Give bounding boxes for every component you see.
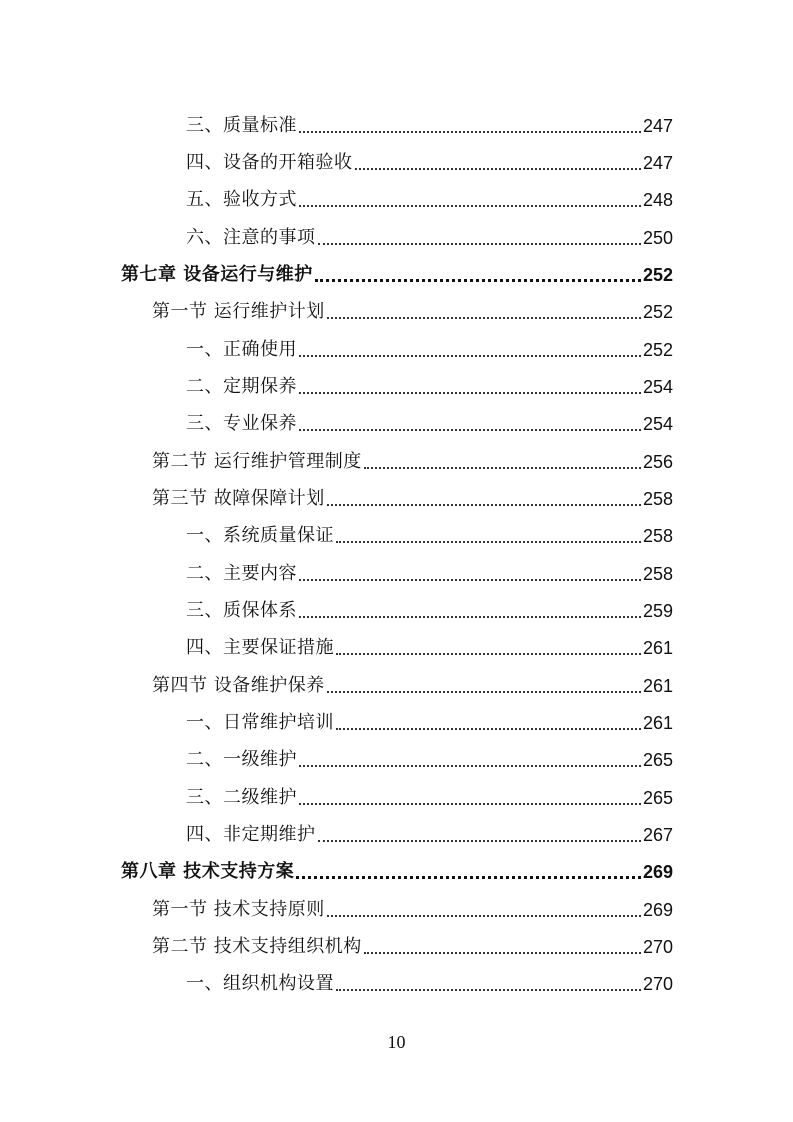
toc-section-entry[interactable] bbox=[152, 473, 673, 510]
toc-entry-title: 三、质量标准 bbox=[186, 115, 297, 136]
toc-entry-page: 250 bbox=[642, 228, 673, 248]
toc-dot-leader bbox=[299, 765, 641, 767]
toc-dot-leader bbox=[355, 168, 641, 170]
toc-dot-leader bbox=[336, 989, 641, 991]
toc-entry-page: 247 bbox=[642, 116, 673, 136]
toc-entry-page: 270 bbox=[642, 974, 673, 994]
toc-entry-page: 267 bbox=[642, 825, 673, 845]
toc-dot-leader bbox=[364, 467, 641, 469]
toc-entry-title: 一、系统质量保证 bbox=[186, 525, 334, 546]
toc-dot-leader bbox=[299, 205, 641, 207]
toc-entry-title: 四、主要保证措施 bbox=[186, 637, 334, 658]
toc-entry-title: 二、定期保养 bbox=[186, 376, 297, 397]
toc-entry[interactable] bbox=[186, 548, 673, 585]
toc-entry-title: 第二节 运行维护管理制度 bbox=[152, 451, 362, 472]
toc-entry[interactable] bbox=[186, 324, 673, 361]
toc-entry-page: 247 bbox=[642, 153, 673, 173]
toc-entry-title: 第一节 技术支持原则 bbox=[152, 899, 325, 920]
toc-dot-leader bbox=[364, 952, 641, 954]
toc-entry-page: 265 bbox=[642, 788, 673, 808]
toc-entry[interactable] bbox=[186, 100, 673, 137]
toc-entry-page: 252 bbox=[642, 302, 673, 322]
toc-dot-leader bbox=[336, 653, 641, 655]
toc-entry[interactable] bbox=[186, 809, 673, 846]
toc-entry-page: 261 bbox=[642, 676, 673, 696]
toc-entry[interactable] bbox=[186, 212, 673, 249]
toc-entry-page: 256 bbox=[642, 452, 673, 472]
toc-entry-page: 252 bbox=[642, 340, 673, 360]
toc-entry[interactable] bbox=[186, 697, 673, 734]
toc-entry[interactable] bbox=[186, 772, 673, 809]
toc-entry[interactable] bbox=[186, 137, 673, 174]
toc-chapter-entry[interactable] bbox=[121, 249, 673, 286]
toc-dot-leader bbox=[299, 579, 641, 581]
toc-dot-leader bbox=[299, 355, 641, 357]
toc-entry-title: 二、主要内容 bbox=[186, 563, 297, 584]
toc-entry-page: 261 bbox=[642, 638, 673, 658]
toc-entry-page: 252 bbox=[642, 265, 673, 285]
toc-entry-page: 258 bbox=[642, 564, 673, 584]
toc-entry-title: 四、设备的开箱验收 bbox=[186, 152, 353, 173]
toc-entry[interactable] bbox=[186, 510, 673, 547]
toc-dot-leader bbox=[318, 840, 641, 842]
toc-dot-leader bbox=[336, 728, 641, 730]
toc-entry[interactable] bbox=[186, 734, 673, 771]
toc-section-entry[interactable] bbox=[152, 884, 673, 921]
toc-entry[interactable] bbox=[186, 174, 673, 211]
toc-dot-leader bbox=[318, 243, 641, 245]
toc-entry[interactable] bbox=[186, 585, 673, 622]
toc-chapter-entry[interactable] bbox=[121, 846, 673, 883]
toc-entry-page: 258 bbox=[642, 526, 673, 546]
toc-entry[interactable] bbox=[186, 398, 673, 435]
toc-dot-leader bbox=[327, 504, 641, 506]
toc-dot-leader bbox=[336, 541, 641, 543]
toc-dot-leader bbox=[327, 317, 641, 319]
toc-entry-title: 第二节 技术支持组织机构 bbox=[152, 936, 362, 957]
toc-dot-leader bbox=[299, 131, 641, 133]
toc-entry-title: 二、一级维护 bbox=[186, 749, 297, 770]
toc-entry-page: 254 bbox=[642, 377, 673, 397]
toc-entry-title: 五、验收方式 bbox=[186, 189, 297, 210]
toc-dot-leader bbox=[299, 616, 641, 618]
toc-entry[interactable] bbox=[186, 622, 673, 659]
toc-entry-title: 一、正确使用 bbox=[186, 339, 297, 360]
toc-entry-title: 第一节 运行维护计划 bbox=[152, 301, 325, 322]
toc-entry-title: 第八章 技术支持方案 bbox=[121, 861, 295, 882]
toc-section-entry[interactable] bbox=[152, 660, 673, 697]
toc-entry-title: 三、专业保养 bbox=[186, 413, 297, 434]
toc-entry-page: 258 bbox=[642, 489, 673, 509]
toc-section-entry[interactable] bbox=[152, 921, 673, 958]
toc-entry-page: 270 bbox=[642, 937, 673, 957]
toc-dot-leader bbox=[299, 803, 641, 805]
toc-section-entry[interactable] bbox=[152, 286, 673, 323]
toc-entry-page: 269 bbox=[642, 862, 673, 882]
toc-entry-title: 一、日常维护培训 bbox=[186, 712, 334, 733]
toc-section-entry[interactable] bbox=[152, 436, 673, 473]
toc-dot-leader bbox=[296, 876, 641, 879]
toc-entry-page: 265 bbox=[642, 750, 673, 770]
toc-dot-leader bbox=[299, 429, 641, 431]
toc-entry-title: 第七章 设备运行与维护 bbox=[121, 264, 313, 285]
toc-entry[interactable] bbox=[186, 361, 673, 398]
toc-entry-title: 第三节 故障保障计划 bbox=[152, 488, 325, 509]
toc-entry-title: 四、非定期维护 bbox=[186, 824, 316, 845]
toc-dot-leader bbox=[299, 392, 641, 394]
toc-entry-title: 一、组织机构设置 bbox=[186, 973, 334, 994]
toc-entry-page: 254 bbox=[642, 414, 673, 434]
toc-entry-page: 269 bbox=[642, 900, 673, 920]
toc-entry-title: 第四节 设备维护保养 bbox=[152, 675, 325, 696]
toc-entry-title: 三、二级维护 bbox=[186, 787, 297, 808]
toc-entry[interactable] bbox=[186, 958, 673, 995]
toc-entry-page: 259 bbox=[642, 601, 673, 621]
page-number: 10 bbox=[387, 1032, 406, 1052]
toc-dot-leader bbox=[315, 279, 641, 282]
toc-entry-title: 六、注意的事项 bbox=[186, 227, 316, 248]
toc-dot-leader bbox=[327, 915, 641, 917]
toc-entry-page: 261 bbox=[642, 713, 673, 733]
toc-entry-page: 248 bbox=[642, 190, 673, 210]
toc-entry-title: 三、质保体系 bbox=[186, 600, 297, 621]
toc-dot-leader bbox=[327, 691, 641, 693]
